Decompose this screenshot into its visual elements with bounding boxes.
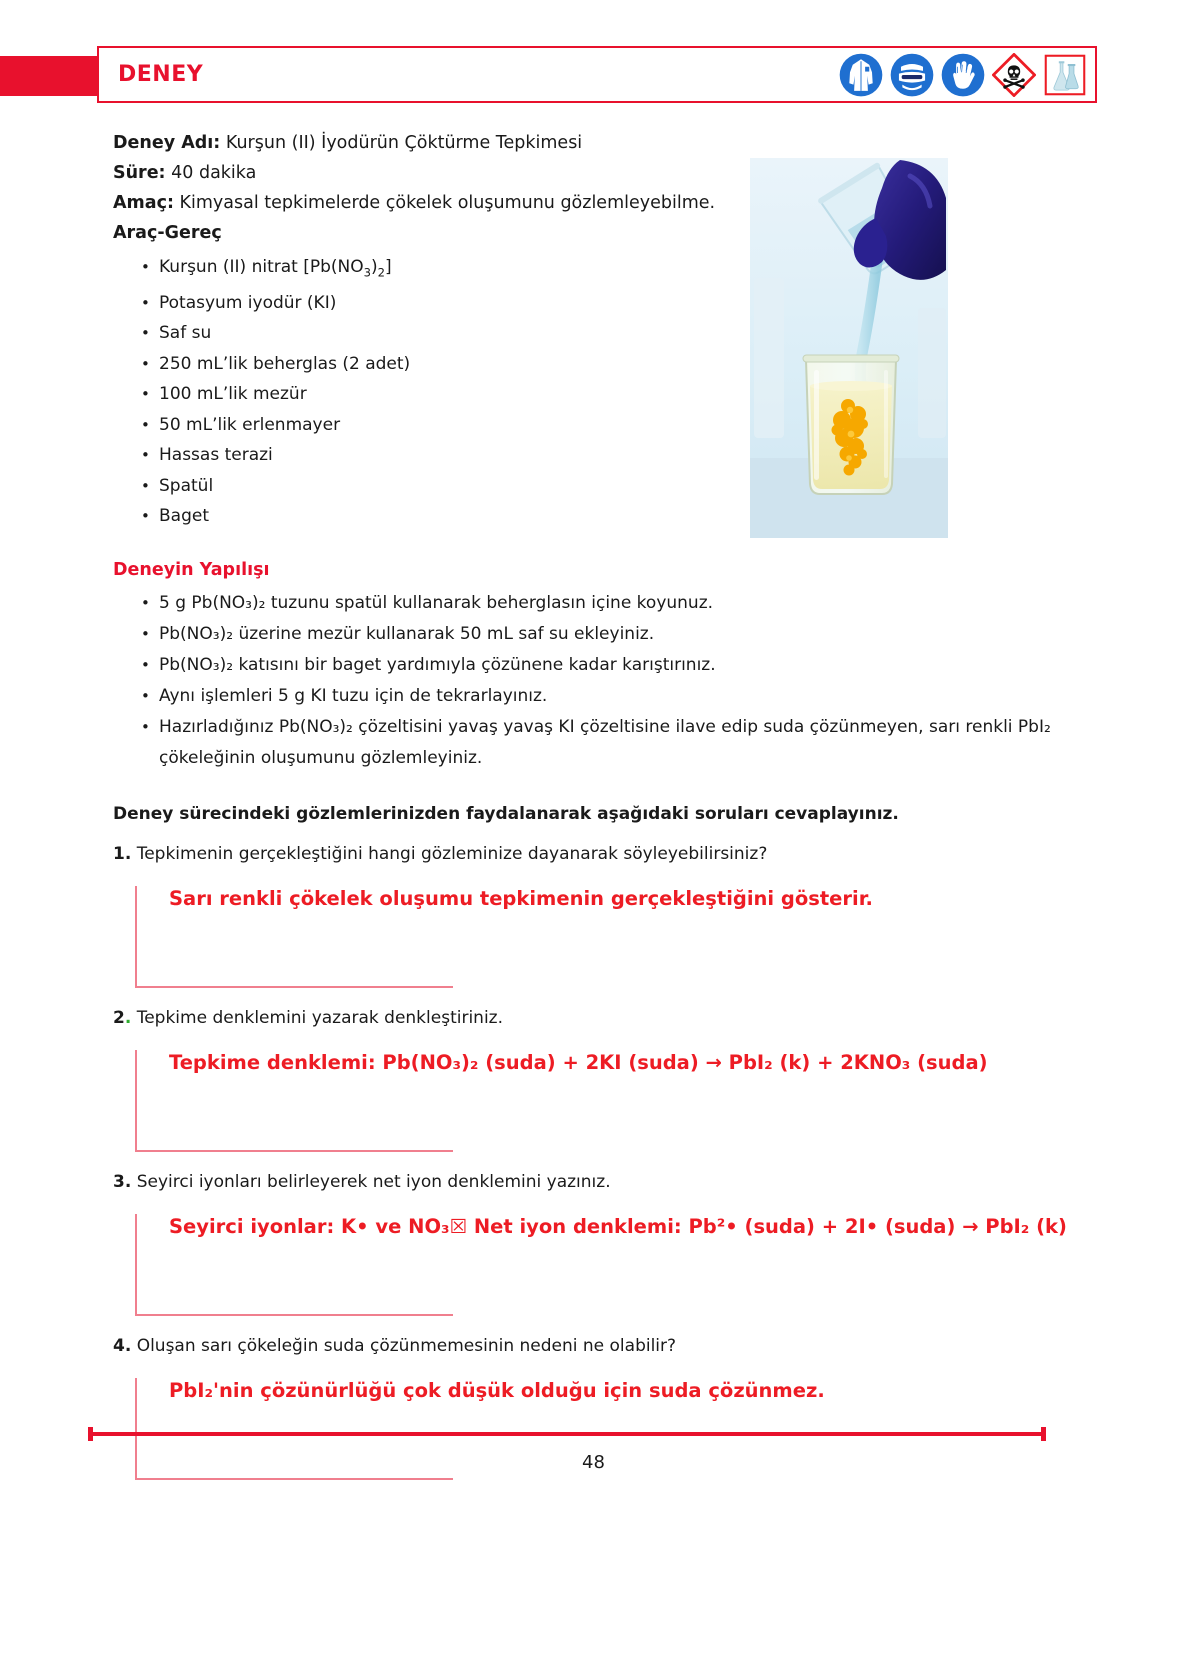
procedure-step: • 5 g Pb(NO₃)₂ tuzunu spatül kullanarak beherglasın içine koyunuz. <box>113 588 1073 619</box>
answer-text: Tepkime denklemi: Pb(NO₃)₂ (suda) + 2KI (suda) → PbI₂ (k) + 2KNO₃ (suda) <box>169 1050 988 1074</box>
material-item: • Spatül <box>113 471 1073 502</box>
protective-gloves-icon <box>941 53 985 97</box>
question-4 <box>113 1336 1073 1356</box>
question-number: 2 <box>113 1007 125 1028</box>
material-item: • Potasyum iyodür (KI) <box>113 288 1073 319</box>
material-item: • 250 mL’lik beherglas (2 adet) <box>113 349 1073 380</box>
procedure-step: • Aynı işlemleri 5 g KI tuzu için de tekrarlayınız. <box>113 681 1073 712</box>
page-header <box>0 46 1187 104</box>
duration-line <box>113 158 1073 188</box>
experiment-name-line <box>113 128 1073 158</box>
procedure-step: • Pb(NO₃)₂ üzerine mezür kullanarak 50 mL saf su ekleyiniz. <box>113 619 1073 650</box>
question-number-dot: . <box>124 1007 132 1028</box>
material-item: • 100 mL’lik mezür <box>113 379 1073 410</box>
answer-box-1[interactable] <box>135 882 1073 988</box>
material-item: • Saf su <box>113 318 1073 349</box>
material-item: • 50 mL’lik erlenmayer <box>113 410 1073 441</box>
duration-label: Süre: <box>113 163 166 183</box>
question-number: 1. <box>113 843 132 864</box>
procedure-heading: Deneyin Yapılışı <box>113 559 270 580</box>
question-text: Oluşan sarı çökeleğin suda çözünmemesinin nedeni ne olabilir? <box>131 1335 677 1356</box>
purpose-line <box>113 188 1073 218</box>
question-text: Tepkimenin gerçekleştiğini hangi gözleminize dayanarak söyleyebilirsiniz? <box>131 843 768 864</box>
duration-value: 40 dakika <box>165 163 257 183</box>
answer-box-2[interactable] <box>135 1046 1073 1152</box>
question-text: Tepkime denklemini yazarak denkleştiriniz. <box>131 1007 503 1028</box>
question-text: Seyirci iyonları belirleyerek net iyon denklemini yazınız. <box>131 1171 611 1192</box>
footer-right-cap <box>1041 1427 1046 1441</box>
purpose-value: Kimyasal tepkimelerde çökelek oluşumunu gözlemleyebilme. <box>173 193 716 213</box>
answer-text: PbI₂'nin çözünürlüğü çok düşük olduğu için suda çözünmez. <box>169 1378 825 1402</box>
procedure-step: • Pb(NO₃)₂ katısını bir baget yardımıyla çözünene kadar karıştırınız. <box>113 650 1073 681</box>
question-number: 3. <box>113 1171 132 1192</box>
answer-box-3[interactable] <box>135 1210 1073 1316</box>
experiment-name-value: Kurşun (II) İyodürün Çöktürme Tepkimesi <box>220 133 583 153</box>
lab-glassware-icon <box>1043 53 1087 97</box>
experiment-name-label: Deney Adı: <box>113 133 221 153</box>
question-3 <box>113 1172 1073 1192</box>
material-item: • Baget <box>113 501 1073 532</box>
page-number: 48 <box>582 1452 605 1473</box>
question-1 <box>113 844 1073 864</box>
material-item: • Kurşun (II) nitrat $[Pb(NO_3)_2]$ <box>113 252 1073 288</box>
materials-list <box>113 252 1073 532</box>
procedure-steps-list <box>113 588 1073 774</box>
header-red-tab <box>0 56 100 96</box>
answer-text: Sarı renkli çökelek oluşumu tepkimenin gerçekleştiğini gösterir. <box>169 886 873 910</box>
material-item: • Hassas terazi <box>113 440 1073 471</box>
toxic-skull-hazard-icon <box>992 53 1036 97</box>
materials-heading: Araç-Gereç <box>113 223 222 243</box>
page-title: DENEY <box>118 62 204 87</box>
lab-coat-icon <box>839 53 883 97</box>
purpose-label: Amaç: <box>113 193 174 213</box>
footer-rule <box>88 1432 1046 1436</box>
answer-text: Seyirci iyonlar: K• ve NO₃☒ Net iyon denklemi: Pb²• (suda) + 2I• (suda) → PbI₂ (k) <box>169 1214 1067 1238</box>
safety-goggles-icon <box>890 53 934 97</box>
questions-prompt: Deney sürecindeki gözlemlerinizden faydalanarak aşağıdaki soruları cevaplayınız. <box>113 803 899 824</box>
question-2 <box>113 1008 1073 1028</box>
safety-icon-group <box>839 53 1087 97</box>
experiment-content <box>113 128 1073 1480</box>
header-box <box>97 46 1097 103</box>
procedure-step: • Hazırladığınız Pb(NO₃)₂ çözeltisini yavaş yavaş KI çözeltisine ilave edip suda çözünmeyen, sarı renkli PbI₂ çökeleğinin oluşumunu gözlemleyiniz. <box>113 712 1073 774</box>
questions-area <box>113 844 1073 1480</box>
question-number: 4. <box>113 1335 132 1356</box>
